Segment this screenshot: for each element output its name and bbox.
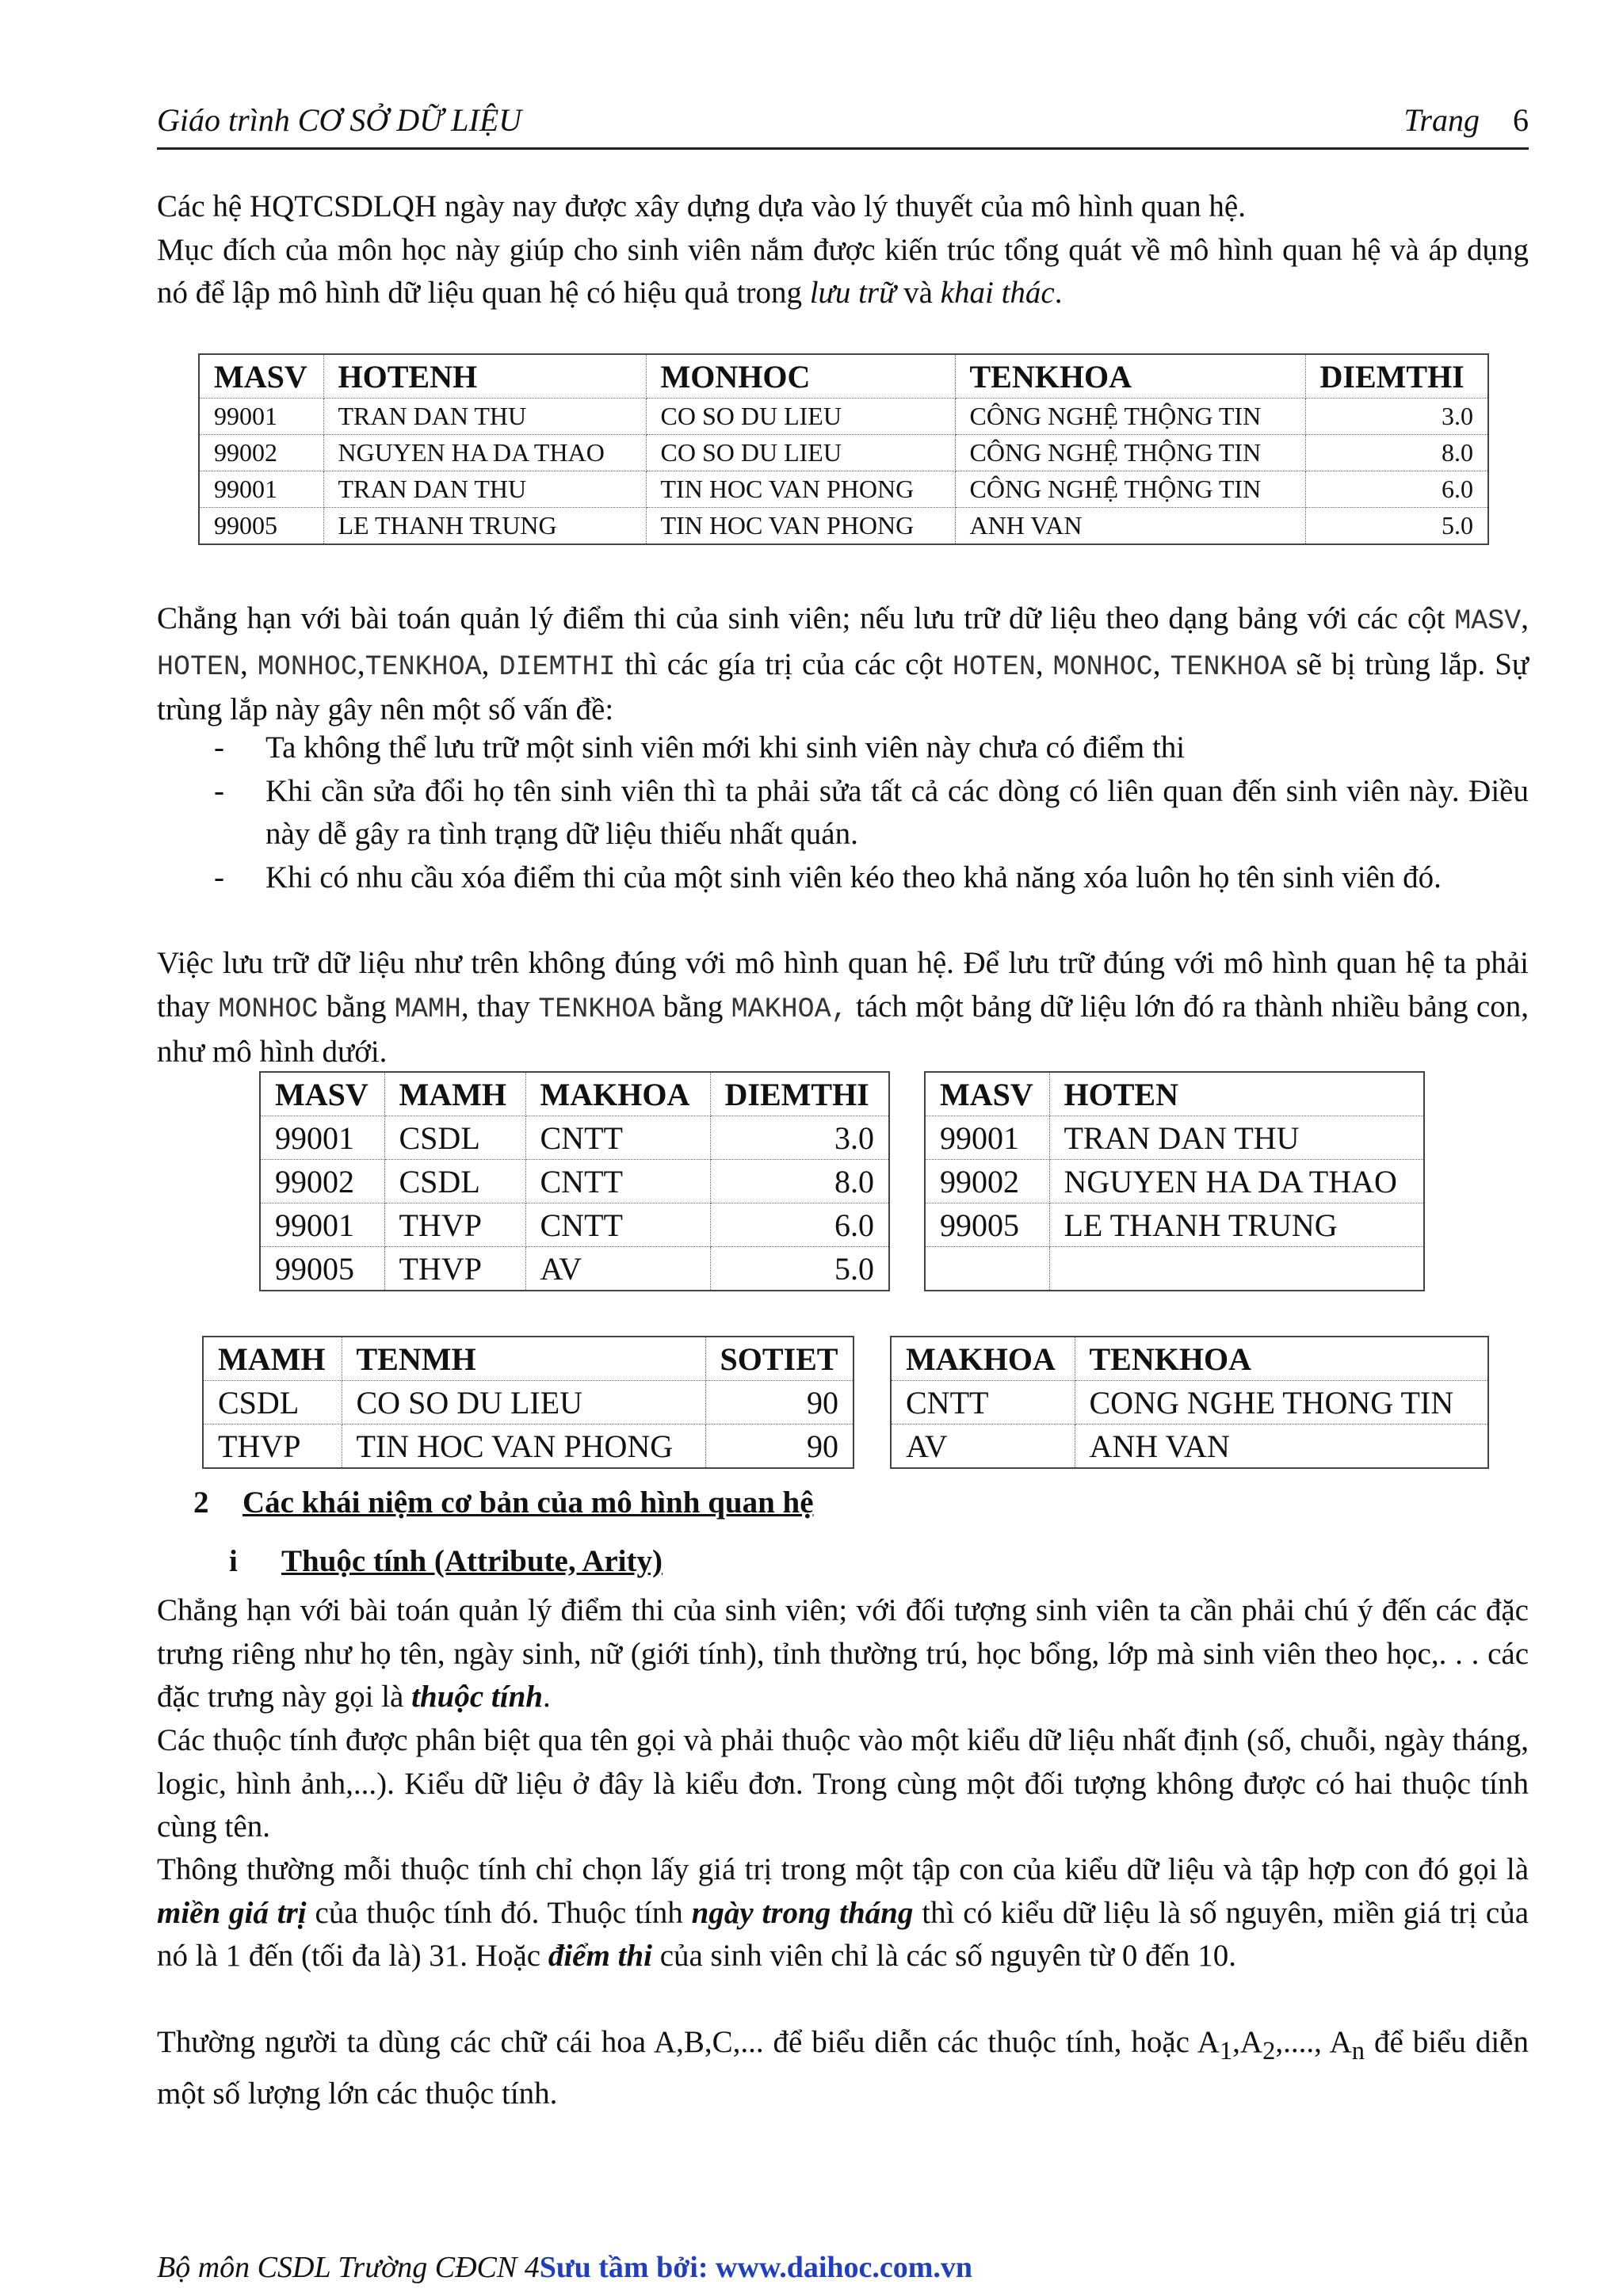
col-header: TENKHOA <box>955 354 1305 399</box>
text-run: ,...., A <box>1275 2025 1352 2059</box>
list-item-text: Ta không thể lưu trữ một sinh viên mới khi sinh viên này chưa có điểm thi <box>265 730 1186 765</box>
table-row <box>891 1381 1488 1425</box>
col-header: MONHOC <box>646 354 955 399</box>
code-monhoc: MONHOC <box>257 650 357 683</box>
table-row <box>925 1160 1424 1203</box>
table-faculties <box>890 1336 1489 1469</box>
col-header: DIEMTHI <box>710 1072 889 1116</box>
col-header: TENMH <box>342 1337 705 1381</box>
col-header: MASV <box>925 1072 1049 1116</box>
table-row <box>203 1425 854 1469</box>
table-cell: 99002 <box>260 1160 384 1203</box>
text-run: , <box>1035 646 1053 681</box>
attr-paragraph-4 <box>157 2021 1529 2116</box>
term-diem-thi: điểm thi <box>548 1939 652 1973</box>
table-cell: NGUYEN HA DA THAO <box>323 435 646 471</box>
table-cell: 99005 <box>199 508 323 545</box>
table-subjects <box>202 1336 854 1469</box>
table-cell: 6.0 <box>1305 471 1488 508</box>
table-header-row <box>199 354 1488 399</box>
term-mien-gia-tri: miền giá trị <box>157 1895 307 1930</box>
table-cell: CÔNG NGHỆ THỘNG TIN <box>955 435 1305 471</box>
table-row <box>199 435 1488 471</box>
problem-list <box>157 727 1529 899</box>
text-run: Thông thường mỗi thuộc tính chỉ chọn lấy giá trị trong một tập con của kiểu dữ liệu và tập hợp con đó gọi là <box>157 1852 1529 1886</box>
table-cell: ANH VAN <box>955 508 1305 545</box>
table-cell: CO SO DU LIEU <box>646 399 955 435</box>
table-row <box>260 1247 889 1291</box>
table-cell: CSDL <box>203 1381 342 1425</box>
table-header-row <box>925 1072 1424 1116</box>
attr-paragraph-1 <box>157 1589 1529 1719</box>
table-cell: CO SO DU LIEU <box>342 1381 705 1425</box>
col-header: MAMH <box>203 1337 342 1381</box>
table-cell: 99001 <box>925 1116 1049 1160</box>
table-header-row <box>891 1337 1488 1381</box>
fix-paragraph <box>157 942 1529 1074</box>
table-cell: AV <box>525 1247 710 1291</box>
table-cell: 6.0 <box>710 1203 889 1247</box>
table-cell-empty <box>925 1247 1049 1291</box>
text-run: , <box>240 646 258 681</box>
intro-emph-luu-tru: lưu trữ <box>809 276 896 310</box>
col-header: TENKHOA <box>1075 1337 1488 1381</box>
text-run: thì các gía trị của các cột <box>615 646 953 681</box>
table-cell: TIN HOC VAN PHONG <box>646 508 955 545</box>
table-cell: CNTT <box>525 1116 710 1160</box>
col-header: MASV <box>260 1072 384 1116</box>
subscript: 1 <box>1219 2036 1233 2065</box>
table-cell: CONG NGHE THONG TIN <box>1075 1381 1488 1425</box>
text-run: , <box>357 646 365 681</box>
code-tenkhoa: TENKHOA <box>538 993 655 1025</box>
table-cell: 99001 <box>260 1116 384 1160</box>
table-cell: LE THANH TRUNG <box>323 508 646 545</box>
table-cell: 99001 <box>260 1203 384 1247</box>
table-cell: 5.0 <box>710 1247 889 1291</box>
table-cell: 99001 <box>199 471 323 508</box>
table-cell: CNTT <box>525 1203 710 1247</box>
list-item <box>157 856 1529 900</box>
table-row <box>260 1160 889 1203</box>
bullet-dash: - <box>214 860 224 894</box>
header-page-label: Trang <box>1403 102 1480 138</box>
section-number: 2 <box>193 1486 209 1520</box>
table-header-row <box>260 1072 889 1116</box>
table-cell: 99005 <box>925 1203 1049 1247</box>
table-cell: TRAN DAN THU <box>1049 1116 1424 1160</box>
table-cell: 99002 <box>925 1160 1049 1203</box>
code-masv: MASV <box>1454 605 1522 637</box>
col-header: DIEMTHI <box>1305 354 1488 399</box>
table-cell: CÔNG NGHỆ THỘNG TIN <box>955 399 1305 435</box>
section-heading-i <box>229 1540 663 1583</box>
section-number: i <box>229 1544 238 1578</box>
text-run: bằng <box>318 989 395 1024</box>
text-run: tách một bảng dữ liệu lớn đó ra thành nhiều bảng con, như mô hình dưới. <box>157 989 1529 1069</box>
header-title: Giáo trình CƠ SỞ DỮ LIỆU <box>157 102 522 138</box>
attr-paragraph-3 <box>157 1848 1529 1978</box>
text-run: thì có kiểu dữ liệu là số nguyên, miền giá trị của nó là 1 đến (tối đa là) 31. Hoặc <box>157 1895 1529 1973</box>
table-row <box>203 1381 854 1425</box>
table-cell: 8.0 <box>1305 435 1488 471</box>
section-heading-2 <box>193 1482 814 1524</box>
intro-emph-khai-thac: khai thác <box>940 276 1055 310</box>
list-item-text: Khi có nhu cầu xóa điểm thi của một sinh viên kéo theo khả năng xóa luôn họ tên sinh viên đó. <box>265 860 1442 894</box>
text-run: Việc lưu trữ dữ liệu như trên không đúng với mô hình quan hệ. Để lưu trữ đúng với mô hình quan hệ ta phải thay <box>157 946 1529 1024</box>
intro-end: . <box>1054 276 1063 310</box>
text-run: ,A <box>1232 2025 1263 2059</box>
code-monhoc: MONHOC <box>218 993 319 1025</box>
text-run: , <box>481 646 499 681</box>
text-run: Chẳng hạn với bài toán quản lý điểm thi của sinh viên; nếu lưu trữ dữ liệu theo dạng bảng với các cột <box>157 601 1455 635</box>
page-footer <box>157 2250 972 2285</box>
table-cell: CNTT <box>525 1160 710 1203</box>
table-students <box>924 1071 1425 1291</box>
text-run: , <box>1152 646 1170 681</box>
intro-paragraph <box>157 185 1529 315</box>
table-cell: NGUYEN HA DA THAO <box>1049 1160 1424 1203</box>
footer-text: Bộ môn CSDL Trường CĐCN 4 <box>157 2251 540 2284</box>
code-tenkhoa: TENKHOA <box>365 650 482 683</box>
page-header <box>157 101 1529 150</box>
code-makhoa: MAKHOA, <box>731 993 848 1025</box>
footer-source-link[interactable]: Sưu tầm bởi: www.daihoc.com.vn <box>539 2251 973 2284</box>
col-header: MAKHOA <box>891 1337 1075 1381</box>
col-header: HOTEN <box>1049 1072 1424 1116</box>
table-cell: 90 <box>705 1425 854 1469</box>
text-run: Chẳng hạn với bài toán quản lý điểm thi của sinh viên; với đối tượng sinh viên ta cần phải chú ý đến các đặc trưng riêng như họ tên, ngày sinh, nữ (giới tính), tỉnh thường trú, học bổng, lớp mà sinh viên theo học,. . . các đặc trưng này gọi là <box>157 1593 1529 1714</box>
table-scores <box>259 1071 890 1291</box>
table-row <box>260 1116 889 1160</box>
col-header: MAMH <box>384 1072 525 1116</box>
table-cell: CNTT <box>891 1381 1075 1425</box>
bullet-dash: - <box>214 730 224 765</box>
col-header: SOTIET <box>705 1337 854 1381</box>
text-run: của thuộc tính đó. Thuộc tính <box>306 1895 692 1930</box>
table-cell: 8.0 <box>710 1160 889 1203</box>
list-item-text: Khi cần sửa đổi họ tên sinh viên thì ta phải sửa tất cả các dòng có liên quan đến sinh viên này. Điều này dễ gây ra tình trạng dữ liệu thiếu nhất quán. <box>265 773 1529 851</box>
table-row <box>260 1203 889 1247</box>
subscript: 2 <box>1262 2036 1276 2065</box>
table-cell: 5.0 <box>1305 508 1488 545</box>
table-cell: CSDL <box>384 1116 525 1160</box>
code-diemthi: DIEMTHI <box>498 650 616 683</box>
table-cell: 3.0 <box>1305 399 1488 435</box>
col-header: MAKHOA <box>525 1072 710 1116</box>
text-run: của sinh viên chỉ là các số nguyên từ 0 đến 10. <box>651 1939 1236 1973</box>
table-cell: AV <box>891 1425 1075 1469</box>
code-hoten: HOTEN <box>952 650 1036 683</box>
table-row <box>199 399 1488 435</box>
term-ngay-trong-thang: ngày trong tháng <box>691 1895 914 1930</box>
text-run: Thường người ta dùng các chữ cái hoa A,B,C,... để biểu diễn các thuộc tính, hoặc A <box>157 2025 1220 2059</box>
table-row <box>199 471 1488 508</box>
table-row <box>925 1203 1424 1247</box>
text-run: . <box>542 1680 551 1714</box>
table-header-row <box>203 1337 854 1381</box>
code-tenkhoa: TENKHOA <box>1170 650 1287 683</box>
code-hoten: HOTEN <box>157 650 241 683</box>
list-item <box>157 727 1529 770</box>
attr-paragraph-2: Các thuộc tính được phân biệt qua tên gọi và phải thuộc vào một kiểu dữ liệu nhất định (số, chuỗi, ngày tháng, logic, hình ảnh,...). Kiểu dữ liệu ở đây là kiểu đơn. Trong cùng một đối tượng không được có hai thuộc tính cùng tên. <box>157 1723 1529 1844</box>
section-title: Các khái niệm cơ bản của mô hình quan hệ <box>242 1486 814 1520</box>
col-header: MASV <box>199 354 323 399</box>
text-run: để biểu diễn một số lượng lớn các thuộc tính. <box>157 2025 1529 2111</box>
table-cell: CÔNG NGHỆ THỘNG TIN <box>955 471 1305 508</box>
table-cell: CSDL <box>384 1160 525 1203</box>
table-cell: THVP <box>203 1425 342 1469</box>
intro-line2: Mục đích của môn học này giúp cho sinh viên nắm được kiến trúc tổng quát về mô hình quan hệ và áp dụng nó để lập mô hình dữ liệu quan hệ có hiệu quả trong <box>157 232 1529 310</box>
table-cell: 3.0 <box>710 1116 889 1160</box>
table-cell: LE THANH TRUNG <box>1049 1203 1424 1247</box>
col-header: HOTENH <box>323 354 646 399</box>
table-cell: 99005 <box>260 1247 384 1291</box>
table-row-empty <box>925 1247 1424 1291</box>
table-cell: 90 <box>705 1381 854 1425</box>
term-thuoc-tinh: thuộc tính <box>411 1680 543 1714</box>
section-title: Thuộc tính (Attribute, Arity) <box>281 1544 663 1578</box>
table-cell: THVP <box>384 1247 525 1291</box>
table-cell: TIN HOC VAN PHONG <box>342 1425 705 1469</box>
table-cell: TRAN DAN THU <box>323 399 646 435</box>
problem-paragraph <box>157 597 1529 732</box>
list-item <box>157 770 1529 856</box>
code-monhoc: MONHOC <box>1052 650 1153 683</box>
table-cell: 99002 <box>199 435 323 471</box>
table-row <box>891 1425 1488 1469</box>
text-run: , <box>1521 601 1529 635</box>
table-cell: 99001 <box>199 399 323 435</box>
intro-conj: và <box>896 276 941 310</box>
table-flat-scores <box>198 353 1489 545</box>
subscript: n <box>1351 2036 1365 2065</box>
bullet-dash: - <box>214 773 224 808</box>
text-run: bằng <box>655 989 731 1024</box>
table-cell-empty <box>1049 1247 1424 1291</box>
table-cell: THVP <box>384 1203 525 1247</box>
text-run: , thay <box>460 989 539 1024</box>
table-cell: ANH VAN <box>1075 1425 1488 1469</box>
text-run: sẽ bị trùng lắp. Sự trùng lắp này gây nên một số vấn đề: <box>157 646 1529 727</box>
header-page <box>1403 101 1529 139</box>
intro-line1: Các hệ HQTCSDLQH ngày nay được xây dựng dựa vào lý thuyết của mô hình quan hệ. <box>157 189 1246 223</box>
table-cell: CO SO DU LIEU <box>646 435 955 471</box>
table-cell: TRAN DAN THU <box>323 471 646 508</box>
table-row <box>925 1116 1424 1160</box>
table-cell: TIN HOC VAN PHONG <box>646 471 955 508</box>
header-page-number: 6 <box>1513 102 1529 138</box>
table-row <box>199 508 1488 545</box>
code-mamh: MAMH <box>394 993 461 1025</box>
